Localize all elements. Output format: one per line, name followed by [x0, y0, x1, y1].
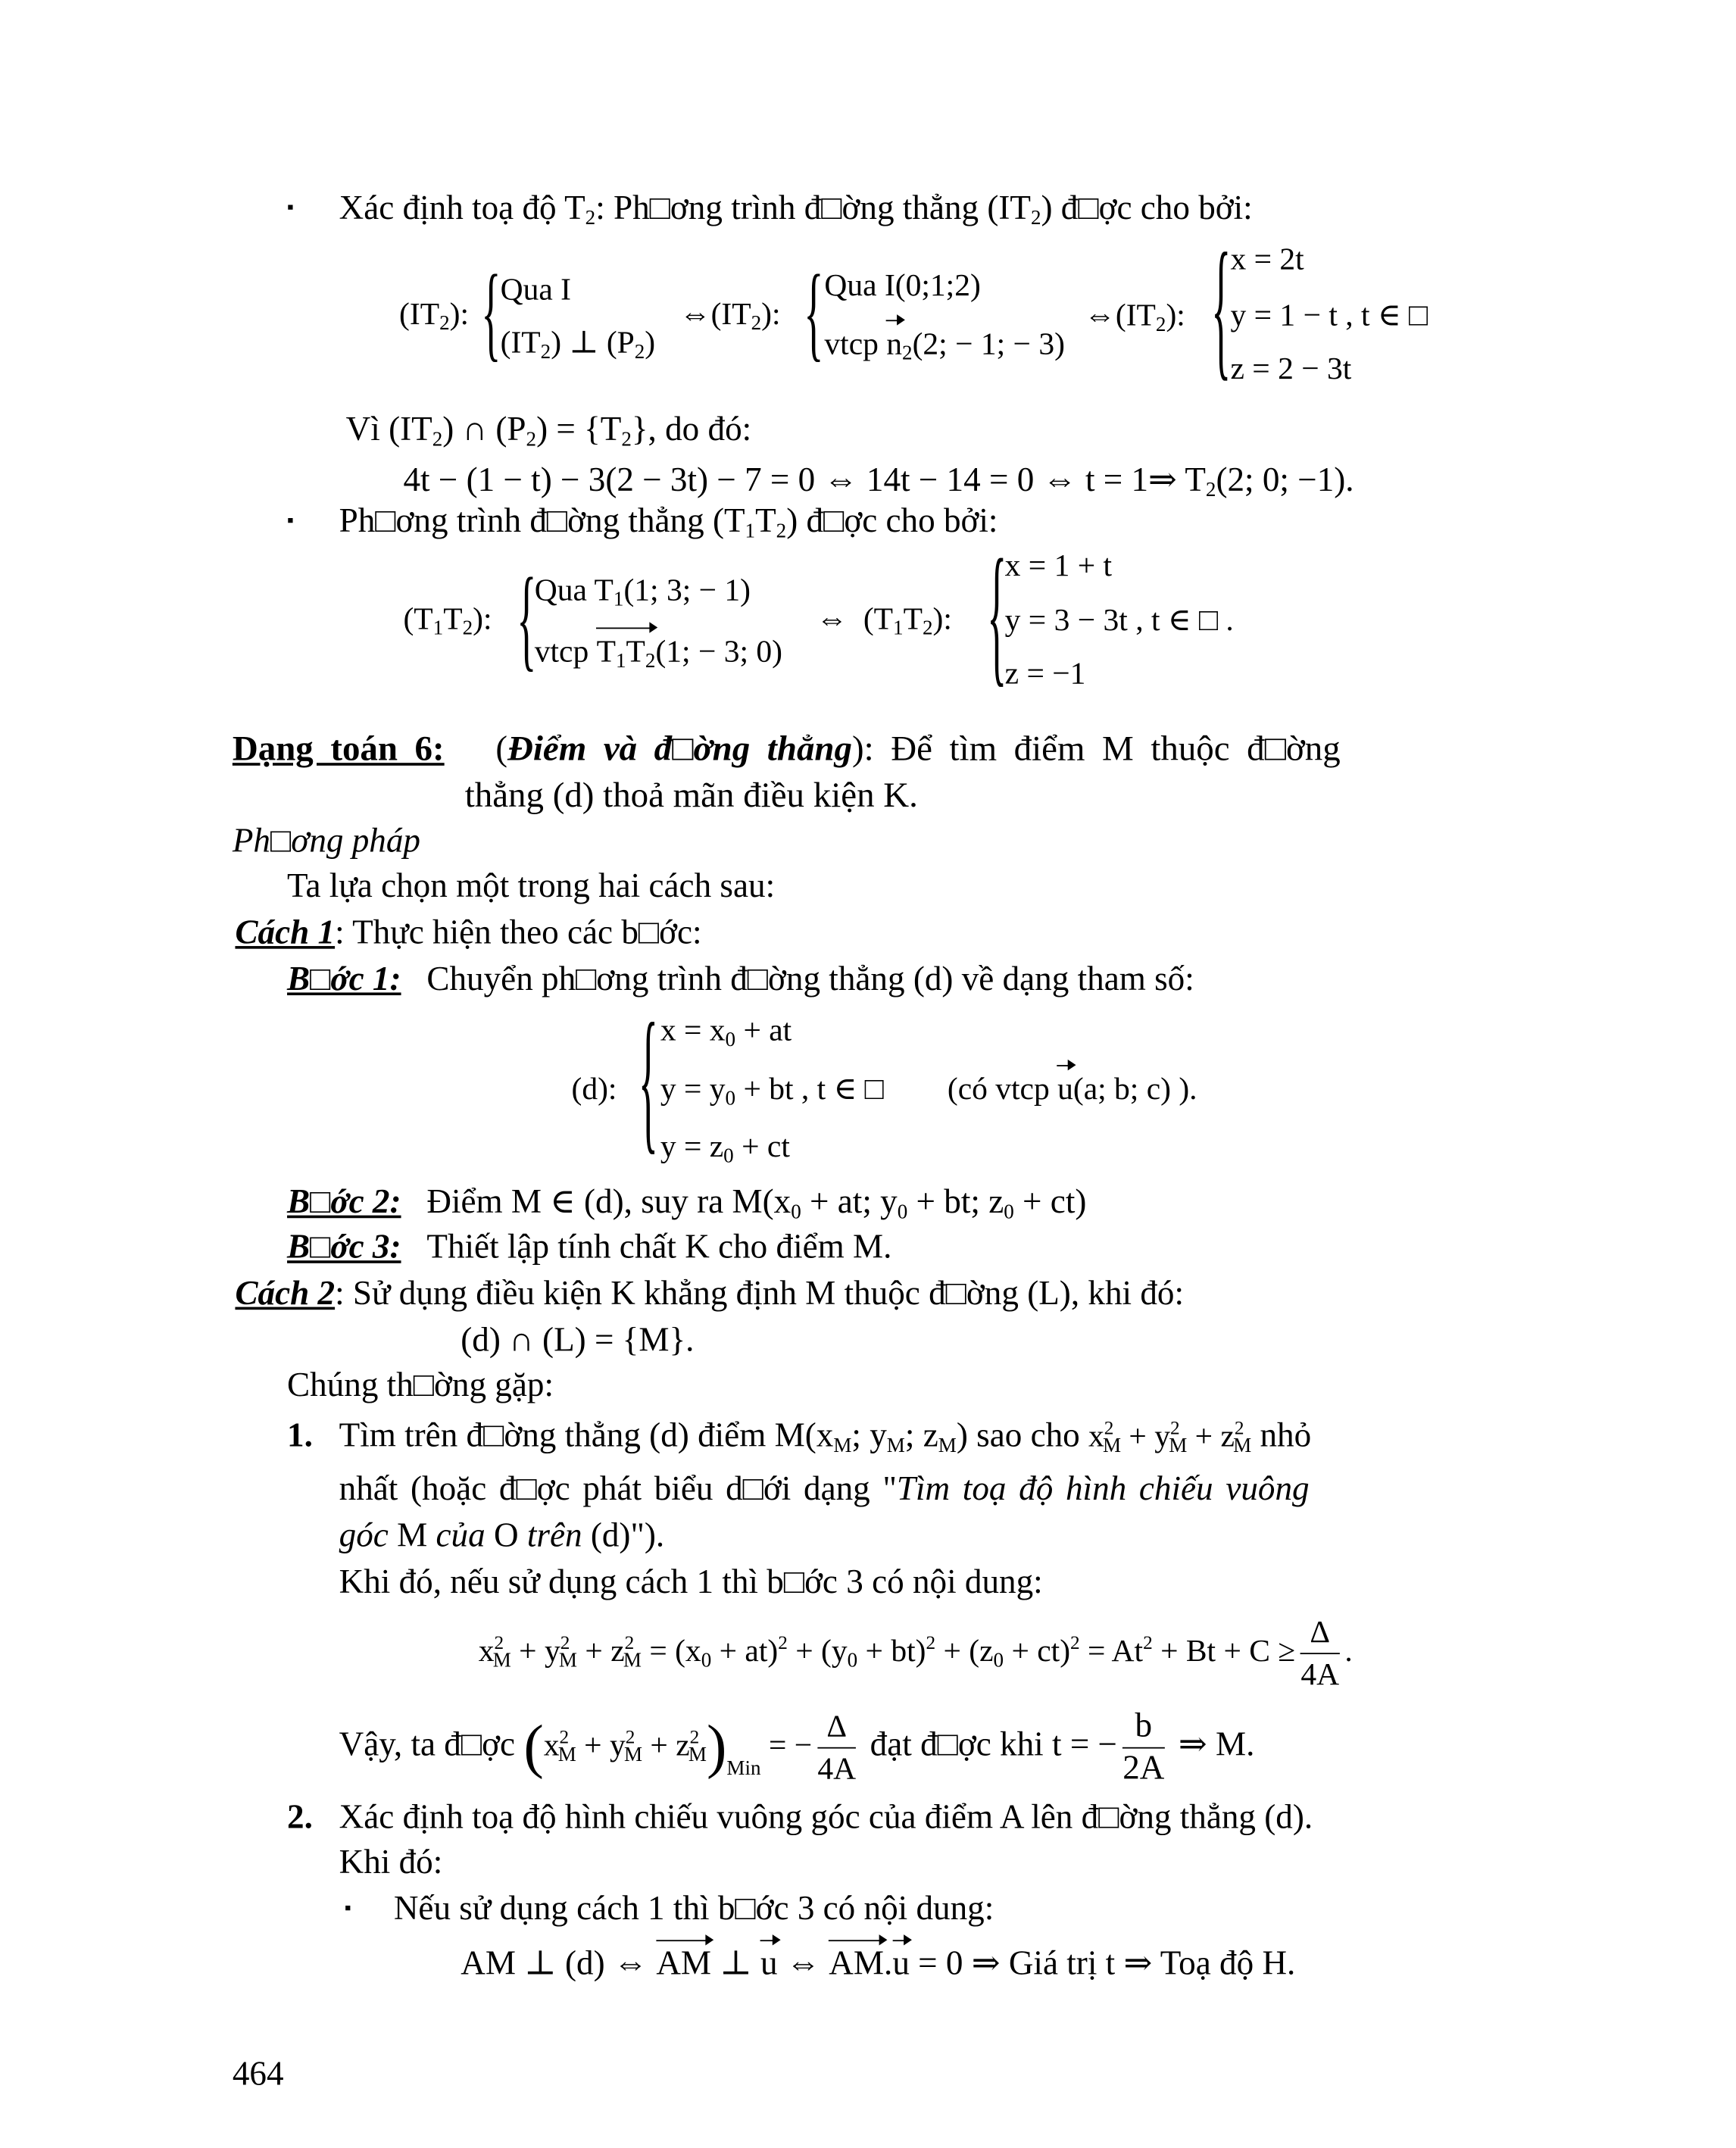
math-line: z = −1	[1004, 656, 1086, 691]
math-line: $x = x_0$ + at	[660, 1013, 792, 1052]
math-label: (d):	[571, 1072, 617, 1107]
math-line: vtcp $n_2(2$; − 1; − 3)	[824, 324, 1065, 365]
math-line: Qua $T_1(1$; 3; − 1)	[534, 573, 751, 611]
paragraph: góc M của O trên (d)").	[339, 1517, 665, 1555]
math-line: vtcp $T_1T_2(1$; − 3; 0)	[535, 632, 782, 673]
math-line: Qua I(0;1;2)	[824, 267, 981, 302]
math-line: y = 3 − 3t , t ∈ □ .	[1004, 603, 1234, 638]
math-note: (có vtcp u(a; b; c) ).	[948, 1069, 1197, 1110]
math-line: AM ⊥ (d) ⇔ AM ⊥ u ⇔ AM.u = 0 ⇒ Giá trị t ⇒ Toạ độ H.	[461, 1944, 1295, 1985]
math-line: y = 1 − t , t ∈ □	[1230, 298, 1428, 333]
brace: {	[987, 531, 1007, 703]
math-label: ⇔ $(T_1T_2)$:	[816, 601, 952, 640]
math-line: (d) ∩ (L) = {M}.	[461, 1322, 695, 1360]
math-label: $(T_1T_2)$:	[403, 601, 492, 640]
section-heading: Dạng toán 6: (Điểm và đ□ờng thẳng): Để tìm điểm M thuộc đ□ờng	[232, 729, 1341, 769]
math-label: $(IT_2)$:	[399, 296, 470, 336]
paragraph: Ph□ơng trình đ□ờng thẳng $(T_1T_2)$ đ□ợc cho bởi:	[339, 503, 998, 543]
math-line: Qua I	[500, 272, 572, 307]
math-line: $(IT_2)$ ⊥ $(P_2)$	[500, 325, 656, 364]
bullet-icon: ▪	[344, 1899, 351, 1920]
math-line: $y = z_0$ + ct	[660, 1129, 790, 1168]
paragraph: Chúng th□ờng gặp:	[287, 1367, 554, 1404]
math-line: z = 2 − 3t	[1230, 351, 1352, 386]
paragraph: Khi đó:	[339, 1844, 443, 1881]
method-label: Ph□ơng pháp	[232, 823, 420, 860]
bullet-icon: ▪	[287, 511, 295, 532]
paragraph: Vì $(IT_2)$ ∩ $(P_2) = \{T_2\}$, do đó:	[345, 411, 752, 451]
paragraph: Tìm trên đ□ờng thẳng (d) điểm $M(x_M$; $y_M$; $z_M$) sao cho $x^2_M + y^2_M + z^2_M$ nhỏ	[339, 1417, 1312, 1458]
list-number: 2.	[287, 1799, 313, 1837]
math-line: x = 2t	[1230, 242, 1304, 276]
math-label: $\Leftrightarrow(IT_2)$:	[679, 296, 781, 336]
paragraph: nhất (hoặc đ□ợc phát biểu d□ới dạng "Tìm toạ độ hình chiếu vuông	[339, 1471, 1310, 1508]
paragraph: Nếu sử dụng cách 1 thì b□ớc 3 có nội dung:	[393, 1890, 994, 1928]
paragraph: Cách 2: Sử dụng điều kiện K khẳng định M thuộc đ□ờng (L), khi đó:	[235, 1275, 1184, 1313]
bullet-icon: ▪	[287, 198, 295, 219]
brace: {	[481, 255, 501, 373]
math-inequality: $x^2_M + y^2_M + z^2_M = (x_0 + at)^2 + (y_0 + bt)^2 + (z_0 + ct)^2 = At^2 + Bt + C$ ≥ $\frac{\Delta}{4A}$ .	[479, 1610, 1353, 1695]
brace: {	[517, 557, 537, 684]
page-number: 464	[232, 2056, 284, 2093]
list-number: 1.	[287, 1417, 313, 1455]
math-line: x = 1 + t	[1004, 548, 1113, 582]
paragraph: Ta lựa chọn một trong hai cách sau:	[287, 868, 776, 905]
brace: {	[638, 994, 658, 1170]
math-label: $\Leftrightarrow(IT_2)$:	[1084, 298, 1185, 337]
section-heading-cont: thẳng (d) thoả mãn điều kiện K.	[464, 775, 918, 815]
paragraph: 4t − (1 − t) − 3(2 − 3t) − 7 = 0 ⇔ 14t − 14 = 0 ⇔ t = 1⇒ $T_2(2$; 0; −1).	[403, 462, 1354, 502]
brace: {	[804, 255, 824, 373]
paragraph: Khi đó, nếu sử dụng cách 1 thì b□ớc 3 có nội dung:	[339, 1563, 1043, 1601]
paragraph: B□ớc 3: Thiết lập tính chất K cho điểm M.	[287, 1229, 892, 1266]
brace: {	[1211, 224, 1232, 397]
paragraph: Xác định toạ độ $T_2$: Ph□ơng trình đ□ờng thẳng $(IT_2)$ đ□ợc cho bởi:	[339, 189, 1253, 230]
paragraph: B□ớc 2: Điểm M ∈ (d), suy ra $M(x_0$ + at; $y_0$ + bt; $z_0 + ct$)	[287, 1184, 1087, 1224]
paragraph: Vậy, ta đ□ợc $(x^2_M + y^2_M + z^2_M)_{Min}$ = − $\frac{\Delta}{4A}$ đạt đ□ợc khi t = − $\frac{b}{2A}$ ⇒ M.	[339, 1707, 1255, 1787]
paragraph: Cách 1: Thực hiện theo các b□ớc:	[235, 914, 702, 952]
paragraph: Xác định toạ độ hình chiếu vuông góc của điểm A lên đ□ờng thẳng (d).	[339, 1799, 1313, 1837]
paragraph: B□ớc 1: Chuyển ph□ơng trình đ□ờng thẳng (d) về dạng tham số:	[287, 960, 1194, 998]
math-line: $y = y_0$ + bt , t ∈ □	[660, 1072, 884, 1110]
